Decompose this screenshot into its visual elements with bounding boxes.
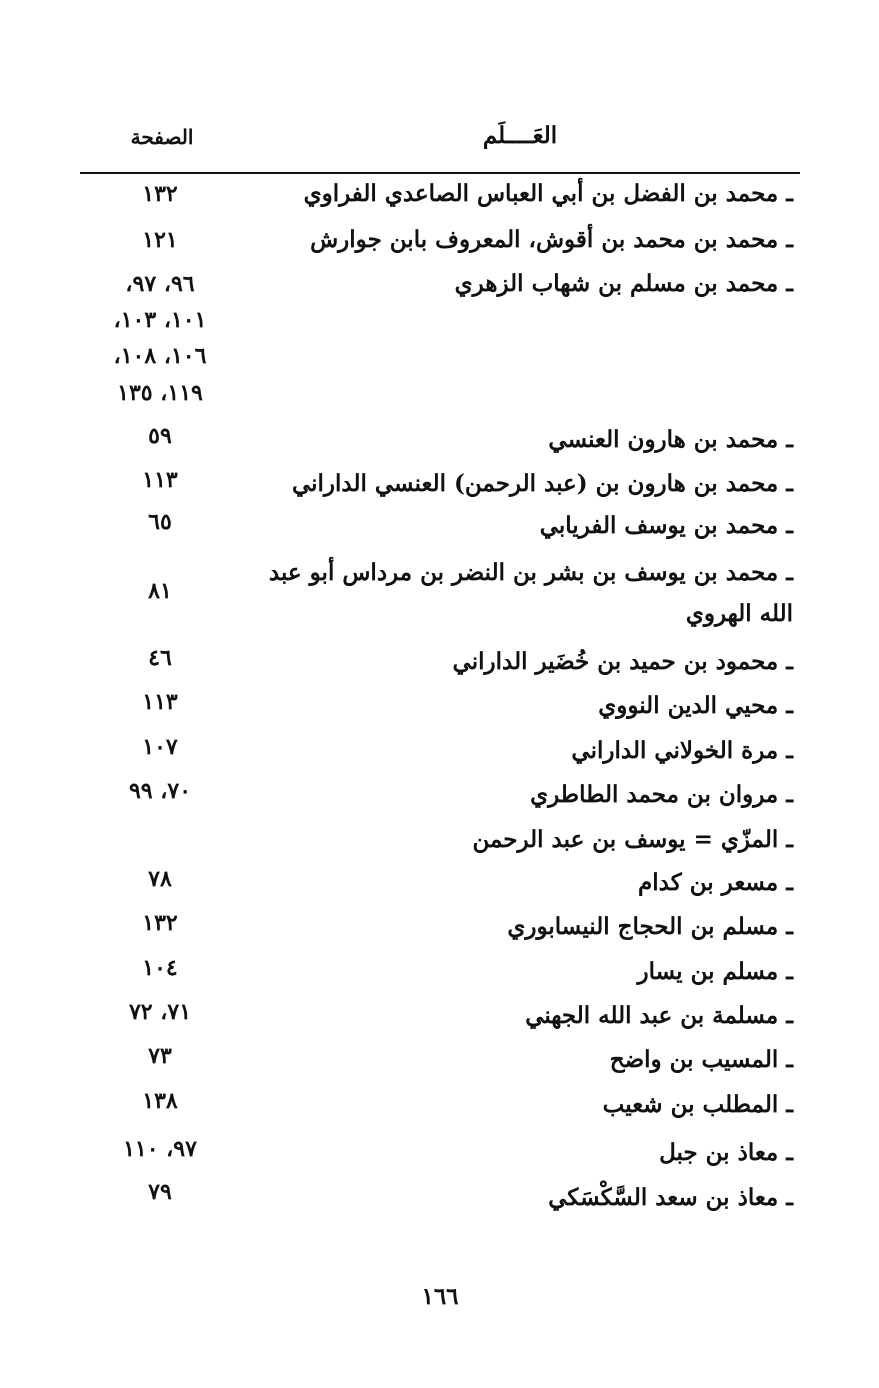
entry-name: ـ محمد بن هارون العنسي [548,426,793,453]
entry-pages-line: ١١٩، ١٣٥ [117,380,203,406]
entry-pages: ١٣٢ [142,181,178,207]
entry-name: ـ محمد بن الفضل بن أبي العباس الصاعدي الفراوي [303,180,793,207]
entry-name: ـ مسلم بن الحجاج النيسابوري [507,913,793,940]
entry-pages: ١١٣ [142,467,178,493]
entry-pages: ٧٣ [148,1043,172,1069]
column-header-page: الصفحة [130,125,194,149]
entry-pages: ١٣٢ [142,910,178,936]
entry-pages: ٦٥ [148,509,172,535]
entry-name: ـ مرة الخولاني الداراني [571,737,793,764]
entry-pages: ٤٦ [148,645,172,671]
entry-pages: ١٠٧ [142,734,178,760]
entry-name: ـ محمد بن يوسف بن بشر بن النضر بن مرداس أبو عبد الله الهروي [268,559,793,627]
entry-name: ـ محمد بن هارون بن (عبد الرحمن) العنسي الداراني [291,470,793,497]
entry-name: ـ محمد بن مسلم بن شهاب الزهري [454,270,793,297]
entry-pages: ٧١، ٧٢ [128,999,192,1025]
entry-name: ـ المسيب بن واضح [609,1046,793,1073]
entry-name: ـ مسلم بن يسار [637,958,793,985]
entry-name: ـ محمد بن محمد بن أقوش، المعروف بابن جوارش [310,226,793,253]
entry-pages-line: ١٠١، ١٠٣، [113,307,207,333]
entry-name: ـ مروان بن محمد الطاطري [530,781,793,808]
entry-pages: ٧٨ [148,866,172,892]
entry-pages: ٧٠، ٩٩ [128,778,192,804]
entry-name: ـ المطلب بن شعيب [602,1091,793,1118]
entry-name: ـ مسلمة بن عبد الله الجهني [525,1002,793,1029]
entry-name: ـ المزّي = يوسف بن عبد الرحمن [472,826,793,853]
entry-name: ـ معاذ بن سعد السَّكْسَكي [548,1184,793,1211]
entry-name: ـ معاذ بن جبل [659,1139,793,1166]
column-header-name: العَــــلَم [482,122,558,149]
page-number: ١٦٦ [421,1283,459,1310]
entry-name: ـ محمد بن يوسف الفريابي [539,512,793,539]
entry-pages: ١٢١ [142,227,178,253]
entry-pages: ١٠٤ [142,955,178,981]
entry-pages: ٧٩ [148,1179,172,1205]
entry-pages: ٨١ [148,578,172,604]
entry-name: ـ محيي الدين النووي [598,692,793,719]
entry-name: ـ مسعر بن كدام [638,869,793,896]
entry-pages-line: ٩٦، ٩٧، [125,271,195,297]
entry-pages: ٩٧، ١١٠ [123,1136,197,1162]
entry-pages-line: ١٠٦، ١٠٨، [113,343,207,369]
entry-pages: ١١٣ [142,689,178,715]
entry-name: ـ محمود بن حميد بن خُضَير الداراني [452,648,793,675]
entry-pages: ١٣٨ [142,1088,178,1114]
entry-pages: ٥٩ [148,423,172,449]
